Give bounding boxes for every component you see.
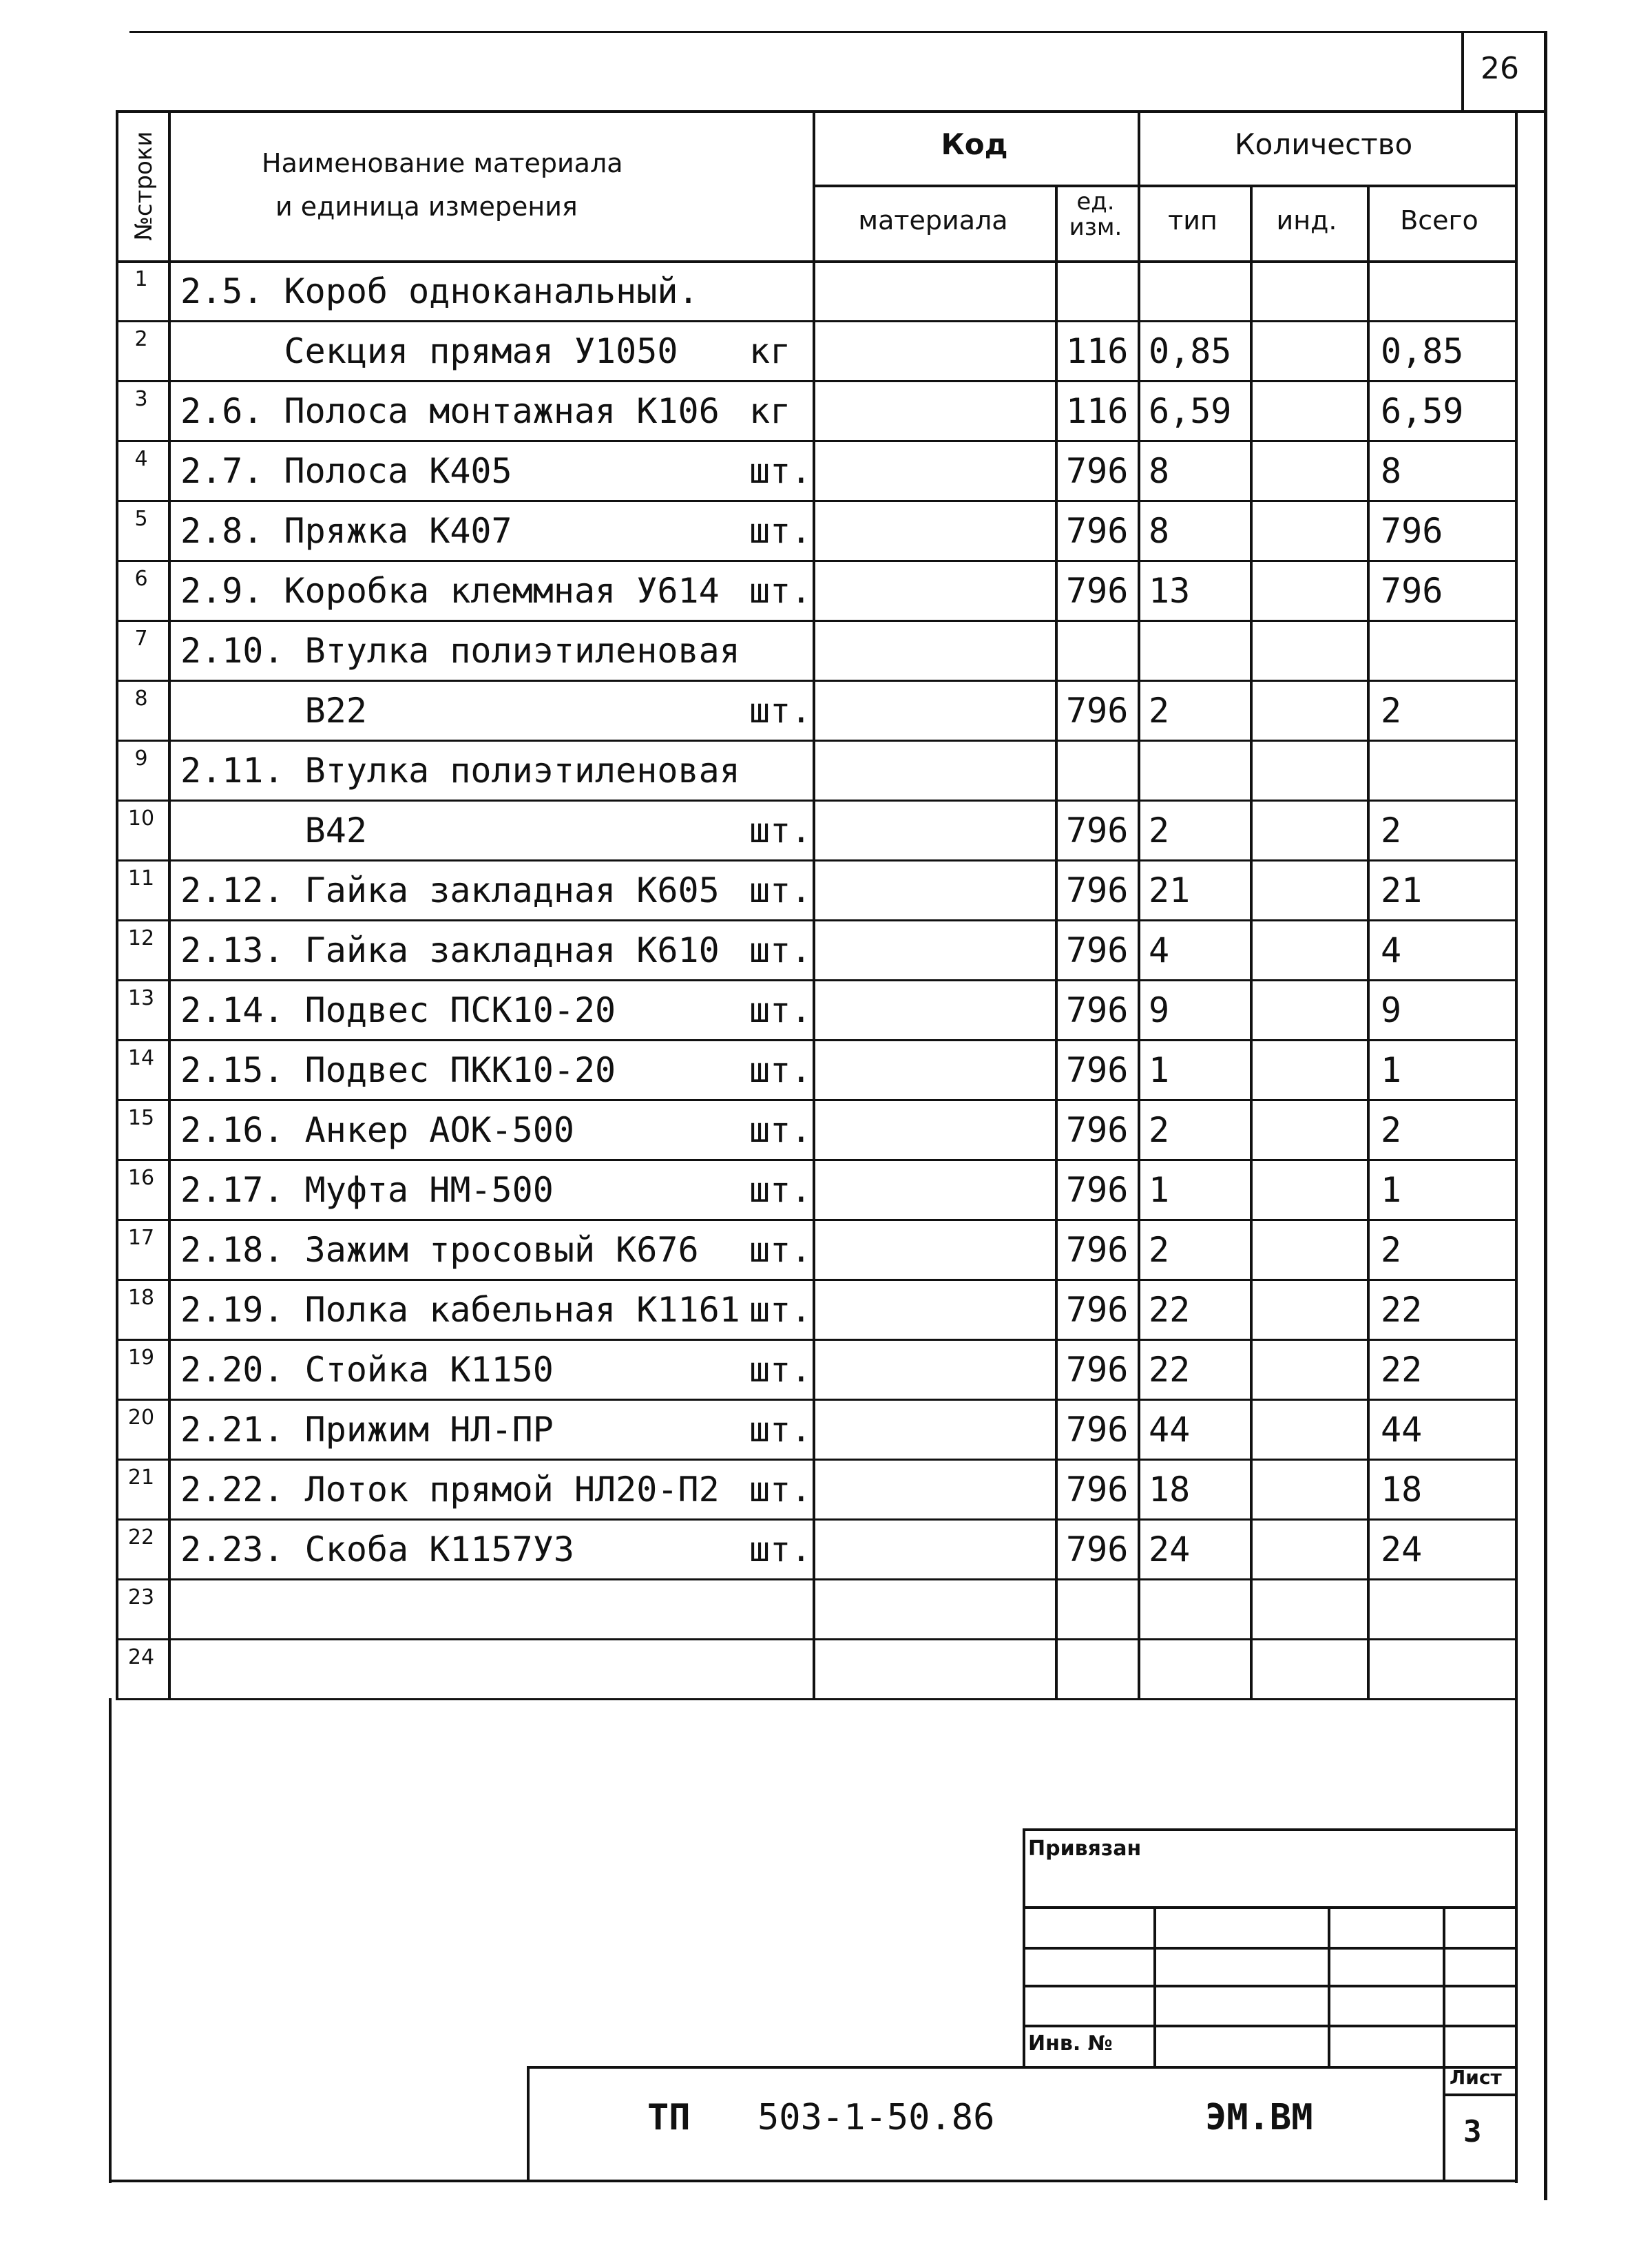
row-number: 13 [127,986,155,1010]
sheet-number: 3 [1463,2114,1482,2149]
column-line [1250,185,1253,1698]
qty-total: 21 [1381,870,1423,910]
sheet-bottom-border [109,2180,1518,2182]
unit: шт. [749,1350,812,1390]
row-line [116,1518,1515,1521]
sheet-top-line [129,31,1544,33]
qty-type: 22 [1149,1290,1191,1330]
row-number: 7 [134,627,148,651]
material-name: 2.10. Втулка полиэтиленовая [180,631,740,671]
unit: шт. [749,1230,812,1270]
material-name: 2.16. Анкер АОК-500 [180,1110,574,1150]
stamp-line [1023,1906,1515,1909]
material-name: 2.7. Полоса К405 [180,451,512,491]
row-number: 14 [127,1046,155,1070]
stamp-line [1328,1906,1330,2066]
unit-code: 796 [1066,1230,1129,1270]
qty-type: 0,85 [1149,331,1232,371]
qty-type: 2 [1149,1230,1170,1270]
qty-total: 18 [1381,1470,1423,1510]
code-group-header: Код [941,127,1008,161]
unit-code: 116 [1066,391,1129,431]
qty-total: 22 [1381,1290,1423,1330]
sheet-far-right-border [1544,31,1547,2200]
unit: шт. [749,1290,812,1330]
qty-total: 44 [1381,1410,1423,1450]
row-number: 5 [134,507,148,531]
qty-total: 796 [1381,511,1443,551]
row-number: 24 [127,1645,155,1669]
unit-code: 116 [1066,331,1129,371]
qty-total: 8 [1381,451,1402,491]
sheet-left-border [109,1698,112,2183]
row-number: 3 [134,387,148,411]
name-header-line1: Наименование материала [262,148,623,178]
stamp-line [1023,1985,1515,1987]
qty-total: 2 [1381,691,1402,731]
row-line [116,620,1515,622]
row-line [116,800,1515,802]
row-number: 6 [134,567,148,591]
stamp-line [527,2066,1515,2069]
row-line [116,1339,1515,1341]
row-number: 8 [134,687,148,711]
sheet-right-border [1515,1698,1518,2183]
material-name: 2.19. Полка кабельная К1161 [180,1290,740,1330]
unit: шт. [749,511,812,551]
row-line [116,740,1515,742]
row-line [116,1279,1515,1281]
material-name: 2.11. Втулка полиэтиленовая [180,751,740,791]
material-name: В22 [180,691,367,731]
row-line [116,1039,1515,1041]
unit-code: 796 [1066,990,1129,1030]
unit-code: 796 [1066,870,1129,910]
material-name: 2.9. Коробка клеммная У614 [180,571,720,611]
qty-type: 9 [1149,990,1170,1030]
unit-code: 796 [1066,1350,1129,1390]
qty-type: 1 [1149,1170,1170,1210]
row-number: 9 [134,746,148,771]
material-name: Секция прямая У1050 [180,331,678,371]
row-number: 16 [127,1166,155,1190]
material-name: 2.15. Подвес ПКК10-20 [180,1050,616,1090]
material-name: 2.8. Пряжка К407 [180,511,512,551]
page-number: 26 [1481,51,1519,86]
unit: шт. [749,571,812,611]
unit-code: 796 [1066,511,1129,551]
qty-total: 1 [1381,1050,1402,1090]
unit-code: 796 [1066,1529,1129,1569]
inv-no-label: Инв. № [1028,2032,1113,2056]
qty-total: 22 [1381,1350,1423,1390]
qty-type: 2 [1149,811,1170,850]
unit: кг [749,331,791,371]
unit-code: 796 [1066,811,1129,850]
qty-type: 44 [1149,1410,1191,1450]
row-line [116,1698,1515,1700]
unit: шт. [749,1050,812,1090]
row-number: 22 [127,1525,155,1549]
material-name: 2.6. Полоса монтажная К106 [180,391,720,431]
row-number: 20 [127,1406,155,1430]
qty-type: 2 [1149,691,1170,731]
row-line [116,859,1515,862]
header-bottom-border [116,260,1515,263]
unit: шт. [749,811,812,850]
qty-type: 4 [1149,930,1170,970]
qty-total: 2 [1381,1110,1402,1150]
unit: шт. [749,1410,812,1450]
stamp-line [1443,1906,1445,2066]
row-number: 4 [134,447,148,471]
material-name: 2.18. Зажим тросовый К676 [180,1230,699,1270]
material-name: 2.20. Стойка К1150 [180,1350,554,1390]
qty-type: 24 [1149,1529,1191,1569]
row-line [116,1399,1515,1401]
row-number: 21 [127,1465,155,1490]
sheet-label: Лист [1450,2066,1502,2089]
column-line [1055,185,1058,1698]
privyazan-label: Привязан [1028,1837,1142,1861]
row-number: 1 [134,267,148,291]
header-split-line [813,185,1515,187]
row-number: 18 [127,1286,155,1310]
qty-total: 2 [1381,811,1402,850]
row-line [116,1099,1515,1101]
unit-code: 796 [1066,1410,1129,1450]
row-number: 10 [127,806,155,831]
qty-type: 1 [1149,1050,1170,1090]
unit-code: 796 [1066,571,1129,611]
unit: шт. [749,1529,812,1569]
row-line [116,500,1515,502]
qty-type: 6,59 [1149,391,1232,431]
material-name: 2.12. Гайка закладная К605 [180,870,720,910]
qty-total: 796 [1381,571,1443,611]
qty-type: 2 [1149,1110,1170,1150]
stamp-line [1023,2025,1515,2027]
stamp-line [1443,2093,1515,2096]
stamp-line [1443,2066,1445,2182]
qty-type: 22 [1149,1350,1191,1390]
unit-code: 796 [1066,1050,1129,1090]
row-line [116,1459,1515,1461]
total-col-header: Всего [1400,205,1478,236]
type-col-header: тип [1168,205,1217,236]
qty-total: 24 [1381,1529,1423,1569]
qty-total: 4 [1381,930,1402,970]
unit-code: 796 [1066,1110,1129,1150]
quantity-group-header: Количество [1234,127,1413,161]
unit: шт. [749,1470,812,1510]
material-name: 2.22. Лоток прямой НЛ20-П2 [180,1470,720,1510]
qty-total: 9 [1381,990,1402,1030]
row-number: 19 [127,1346,155,1370]
unit: шт. [749,870,812,910]
tp-label: ТП [647,2097,691,2138]
unit: шт. [749,1110,812,1150]
unit: шт. [749,451,812,491]
row-line [116,1159,1515,1161]
row-line [116,1638,1515,1640]
unit: шт. [749,691,812,731]
material-name: 2.13. Гайка закладная К610 [180,930,720,970]
qty-type: 8 [1149,451,1170,491]
material-name: В42 [180,811,367,850]
row-number: 12 [127,926,155,950]
row-line [116,560,1515,562]
unit-code: 796 [1066,930,1129,970]
name-header-line2: и единица измерения [275,191,578,222]
row-line [116,680,1515,682]
unit: шт. [749,930,812,970]
column-line [1515,110,1518,1698]
row-number: 2 [134,327,148,351]
material-name: 2.23. Скоба К1157У3 [180,1529,574,1569]
row-line [116,440,1515,442]
row-number: 15 [127,1106,155,1130]
ind-col-header: инд. [1276,205,1337,236]
table-top-border [116,110,1515,113]
qty-type: 21 [1149,870,1191,910]
qty-type: 18 [1149,1470,1191,1510]
material-name: 2.14. Подвес ПСК10-20 [180,990,616,1030]
stamp-line [527,2066,530,2182]
row-line [116,380,1515,382]
row-line [116,320,1515,322]
document-number: 503-1-50.86 [757,2097,995,2138]
row-line [116,1219,1515,1221]
material-name: 2.5. Короб одноканальный. [180,271,699,311]
unit-col-header-2: изм. [1069,213,1122,241]
unit: шт. [749,990,812,1030]
unit-col-header-1: ед. [1076,188,1115,216]
column-line [1367,185,1370,1698]
qty-total: 1 [1381,1170,1402,1210]
qty-type: 13 [1149,571,1191,611]
row-line [116,919,1515,921]
row-number-header: №строки [130,131,158,241]
row-line [116,1578,1515,1580]
material-name: 2.17. Муфта НМ-500 [180,1170,554,1210]
unit-code: 796 [1066,451,1129,491]
unit: шт. [749,1170,812,1210]
unit-code: 796 [1066,1470,1129,1510]
material-col-header: материала [858,205,1008,236]
unit-code: 796 [1066,1170,1129,1210]
page-number-box-left [1461,31,1464,112]
qty-total: 6,59 [1381,391,1464,431]
stamp-line [1023,1947,1515,1950]
row-number: 17 [127,1226,155,1250]
stamp-line [1153,1906,1156,2066]
row-line [116,979,1515,981]
unit: кг [749,391,791,431]
unit-code: 796 [1066,1290,1129,1330]
material-name: 2.21. Прижим НЛ-ПР [180,1410,554,1450]
stamp-line [1023,1828,1515,1831]
unit-code: 796 [1066,691,1129,731]
document-code: ЭМ.ВМ [1205,2097,1313,2138]
qty-total: 0,85 [1381,331,1464,371]
qty-total: 2 [1381,1230,1402,1270]
row-number: 23 [127,1585,155,1609]
qty-type: 8 [1149,511,1170,551]
row-number: 11 [127,866,155,890]
